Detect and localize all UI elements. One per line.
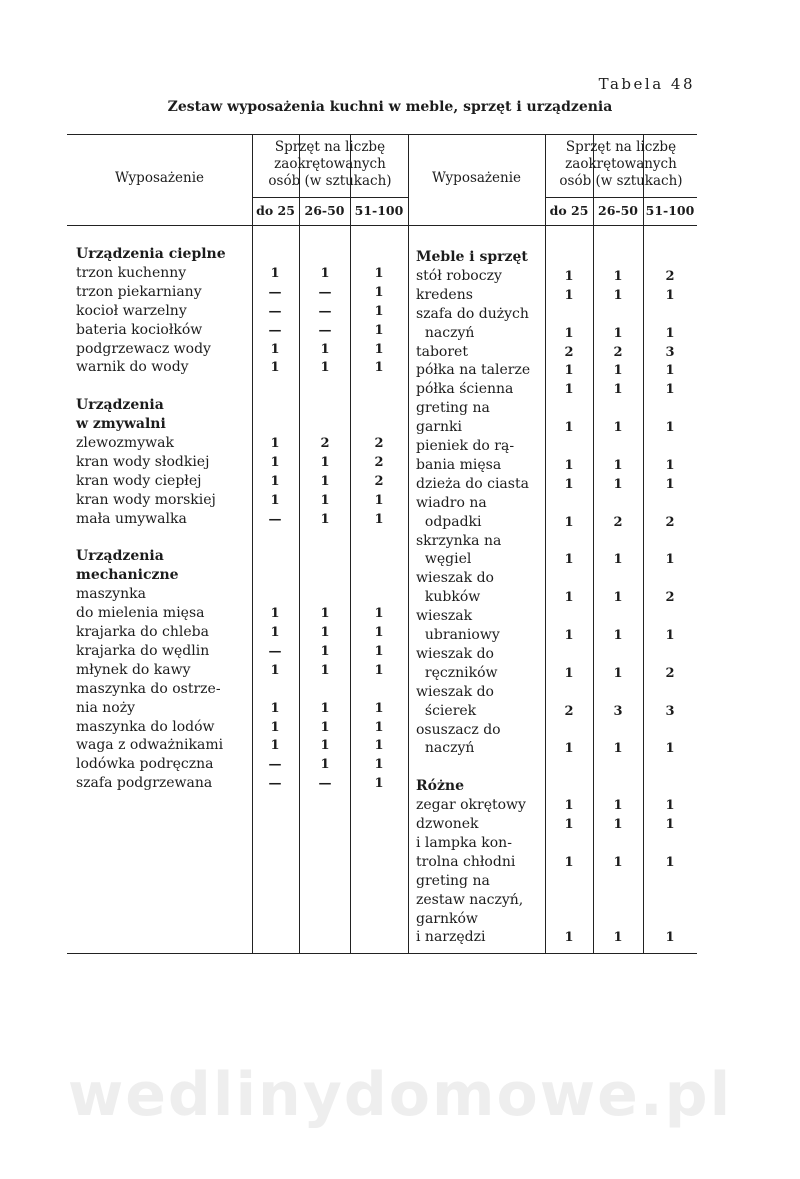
row-value: 2 (665, 268, 675, 284)
row-value: 1 (270, 719, 280, 735)
row-value: 1 (613, 382, 623, 398)
row-value: 1 (270, 700, 280, 716)
header-group-line: osób (w sztukach) (559, 173, 683, 189)
row-value: 1 (320, 738, 330, 754)
row-value: — (268, 776, 282, 792)
row-label: krajarka do chleba (76, 624, 209, 640)
row-value: 1 (564, 420, 574, 436)
header-equipment-left: Wyposażenie (114, 170, 205, 186)
header-group-line: zaokrętowanych (274, 156, 386, 172)
row-label: garnków (416, 910, 478, 927)
row-value: 1 (320, 265, 330, 281)
row-value: — (268, 322, 282, 338)
table-row (416, 683, 800, 702)
row-value: 1 (270, 265, 280, 281)
row-value: 1 (564, 798, 574, 814)
subheader: do 25 (549, 203, 589, 218)
row-value: 1 (564, 741, 574, 757)
row-label: taboret (416, 343, 468, 360)
row-value: 1 (564, 268, 574, 284)
row-label: i narzędzi (416, 929, 486, 946)
table-title: Zestaw wyposażenia kuchni w meble, sprzęt i urządzenia (167, 99, 613, 115)
row-label: mała umywalka (76, 510, 187, 527)
row-value: 1 (374, 265, 384, 281)
row-label: osuszacz do (416, 721, 501, 738)
row-label: waga z odważnikami (76, 737, 224, 754)
row-value: — (318, 322, 332, 338)
row-value: 1 (665, 552, 675, 568)
row-label: szafa do dużych (416, 305, 529, 322)
row-label: bania mięsa (416, 456, 502, 473)
row-value: 1 (613, 590, 623, 606)
subheader: 26-50 (304, 203, 345, 218)
row-value: 1 (564, 457, 574, 473)
table-row (416, 758, 800, 777)
row-label: kredens (416, 286, 473, 303)
row-label: półka na talerze (416, 362, 531, 379)
table-row (416, 456, 800, 475)
subheader: 51-100 (645, 203, 695, 218)
header-group-right (545, 139, 697, 190)
row-value: 1 (665, 628, 675, 643)
row-value: 2 (665, 590, 675, 606)
table-row (416, 910, 800, 929)
row-value: 1 (320, 492, 330, 508)
row-value: 1 (270, 662, 280, 678)
row-label: Urządzenia (76, 548, 164, 565)
row-value: 1 (320, 625, 330, 640)
row-label: zlewozmywak (76, 435, 174, 451)
row-value: 1 (564, 854, 574, 870)
table-row (416, 305, 800, 324)
row-value: 1 (665, 382, 675, 398)
row-label: półka ścienna (416, 381, 514, 398)
row-label: bateria kociołków (76, 321, 203, 338)
row-value: 1 (374, 606, 384, 622)
row-value: 2 (665, 665, 675, 681)
row-value: 1 (665, 817, 675, 832)
row-label: do mielenia mięsa (76, 605, 205, 622)
row-label: odpadki (416, 513, 482, 530)
row-label: kran wody słodkiej (76, 453, 210, 470)
row-value: 1 (374, 303, 384, 319)
table-row (416, 475, 800, 494)
row-value: 1 (665, 798, 675, 814)
row-label: wieszak (416, 608, 473, 625)
table-number: Tabela 48 (598, 75, 695, 93)
row-label: kran wody ciepłej (76, 472, 202, 489)
row-label: zegar okrętowy (416, 797, 526, 814)
row-value: 1 (613, 363, 623, 379)
table-row (416, 494, 800, 513)
row-value: — (268, 284, 282, 300)
row-label: krajarka do wędlin (76, 642, 210, 659)
row-label: podgrzewacz wody (76, 340, 211, 357)
row-value: 1 (665, 930, 675, 946)
table-row (416, 399, 800, 418)
row-value: 2 (665, 514, 675, 530)
row-value: 1 (320, 606, 330, 622)
row-value: 1 (320, 473, 330, 489)
row-value: 1 (613, 817, 623, 832)
table-row (416, 872, 800, 891)
row-value: 1 (320, 511, 330, 527)
row-value: 1 (374, 738, 384, 754)
row-label: ręczników (416, 664, 498, 681)
table-row (416, 928, 800, 947)
row-value: 2 (374, 473, 384, 489)
row-value: 1 (613, 476, 623, 492)
row-value: 1 (374, 700, 384, 716)
row-value: 1 (613, 457, 623, 473)
row-value: 1 (665, 420, 675, 436)
row-value: 1 (374, 341, 384, 357)
row-value: — (318, 284, 332, 300)
row-label: maszynka (76, 586, 146, 603)
row-value: 1 (613, 268, 623, 284)
row-label: naczyń (416, 740, 475, 757)
row-value: 2 (564, 344, 574, 360)
row-value: 1 (665, 325, 675, 341)
row-value: 1 (270, 473, 280, 489)
row-label: Urządzenia cieplne (76, 246, 226, 262)
header-group-line: osób (w sztukach) (268, 173, 392, 189)
row-label: dzieża do ciasta (416, 475, 529, 492)
row-value: 1 (665, 741, 675, 757)
row-value: 1 (564, 930, 574, 946)
watermark: wedlinydomowe.pl (67, 1060, 733, 1130)
row-value: 1 (374, 776, 384, 792)
row-value: 1 (374, 492, 384, 508)
row-value: 3 (613, 703, 623, 719)
row-value: 2 (374, 436, 384, 451)
row-label: wieszak do (416, 683, 494, 700)
header-equipment-right: Wyposażenie (431, 170, 522, 186)
row-value: 3 (665, 344, 675, 360)
row-value: 1 (665, 287, 675, 303)
table-row (416, 380, 800, 399)
row-value: 1 (374, 643, 384, 659)
row-label: trolna chłodni (416, 853, 516, 870)
row-value: 1 (613, 628, 623, 643)
row-label: i lampka kon- (416, 834, 512, 851)
row-label: Urządzenia (76, 397, 164, 414)
row-value: 1 (665, 854, 675, 870)
row-label: ścierek (416, 702, 477, 719)
row-label: maszynka do lodów (76, 718, 215, 735)
row-value: 1 (564, 665, 574, 681)
row-label: ubraniowy (416, 627, 500, 643)
rule-h (67, 225, 697, 226)
row-value: 1 (374, 757, 384, 773)
row-label: trzon kuchenny (76, 264, 187, 281)
table-row (416, 853, 800, 872)
row-label: mechaniczne (76, 567, 179, 584)
table-row (416, 588, 800, 607)
row-value: 1 (613, 325, 623, 341)
row-value: 1 (613, 798, 623, 814)
table-row (416, 777, 800, 796)
row-value: 2 (374, 454, 384, 470)
row-value: 1 (564, 817, 574, 832)
row-label: trzon piekarniany (76, 283, 202, 300)
row-value: 1 (374, 719, 384, 735)
row-value: 1 (270, 360, 280, 376)
row-value: 1 (320, 700, 330, 716)
table-row (416, 286, 800, 305)
row-label: nia noży (76, 699, 136, 716)
table-row (416, 815, 800, 834)
table-row (416, 532, 800, 551)
row-value: 1 (564, 382, 574, 398)
row-value: 1 (564, 552, 574, 568)
row-value: 2 (564, 703, 574, 719)
row-value: 1 (320, 341, 330, 357)
table-row (416, 739, 800, 758)
header-group-left (252, 139, 408, 190)
row-label: maszynka do ostrze- (76, 680, 221, 697)
table-row (416, 437, 800, 456)
row-value: 1 (613, 552, 623, 568)
row-value: 1 (613, 287, 623, 303)
subheader: do 25 (256, 203, 295, 218)
row-label: kocioł warzelny (76, 302, 187, 319)
table-row (416, 267, 800, 286)
row-value: 1 (374, 284, 384, 300)
subheader: 51-100 (354, 203, 404, 218)
row-label: w zmywalni (76, 416, 166, 433)
row-value: 1 (320, 643, 330, 659)
subheader: 26-50 (598, 203, 638, 218)
row-label: zestaw naczyń, (416, 891, 524, 908)
row-value: 1 (613, 665, 623, 681)
row-value: 1 (270, 341, 280, 357)
row-label: węgiel (416, 551, 472, 568)
row-value: 1 (665, 476, 675, 492)
row-value: 1 (270, 454, 280, 470)
rule-h (252, 197, 408, 198)
table-row (416, 891, 800, 910)
row-value: — (318, 303, 332, 319)
row-value: 1 (320, 360, 330, 376)
row-value: 1 (270, 492, 280, 508)
row-value: 1 (270, 436, 280, 451)
table-row (416, 324, 800, 343)
row-value: 2 (613, 344, 623, 360)
row-value: 1 (613, 930, 623, 946)
table-row (416, 645, 800, 664)
table-row (416, 513, 800, 532)
row-value: 1 (665, 457, 675, 473)
row-value: 1 (613, 854, 623, 870)
row-label: garnki (416, 419, 462, 436)
row-value: 1 (613, 741, 623, 757)
row-value: 2 (320, 436, 330, 451)
header-group-line: zaokrętowanych (565, 156, 677, 172)
row-label: lodówka podręczna (76, 756, 214, 773)
row-value: — (268, 511, 282, 527)
row-value: 1 (320, 454, 330, 470)
row-label: kubków (416, 589, 481, 606)
header-group-line: Sprzęt na liczbę (565, 139, 677, 155)
table-row (416, 702, 800, 721)
row-value: 1 (564, 325, 574, 341)
table-row (416, 721, 800, 740)
table-row (416, 626, 800, 645)
table-row (416, 664, 800, 683)
row-label: pieniek do rą- (416, 438, 515, 454)
table-row (416, 796, 800, 815)
row-value: — (268, 303, 282, 319)
row-value: 1 (374, 360, 384, 376)
row-value: 3 (665, 703, 675, 719)
row-label: warnik do wody (76, 359, 189, 376)
row-label: greting na (416, 400, 490, 417)
row-label: naczyń (416, 324, 475, 341)
equipment-table (67, 134, 697, 954)
row-value: 1 (374, 322, 384, 338)
row-value: 2 (613, 514, 623, 530)
row-value: — (318, 776, 332, 792)
row-value: 1 (564, 514, 574, 530)
row-value: 1 (270, 606, 280, 622)
row-label: wieszak do (416, 570, 494, 587)
row-value: 1 (270, 625, 280, 640)
row-value: — (268, 757, 282, 773)
row-value: 1 (564, 590, 574, 606)
row-label: Meble i sprzęt (416, 249, 528, 265)
header-group-line: Sprzęt na liczbę (274, 139, 386, 155)
row-value: 1 (320, 757, 330, 773)
row-label: skrzynka na (416, 532, 502, 549)
table-row (416, 418, 800, 437)
row-value: 1 (564, 628, 574, 643)
row-label: wieszak do (416, 645, 494, 662)
row-label: Różne (416, 778, 465, 795)
row-label: dzwonek (416, 816, 479, 832)
row-value: 1 (374, 625, 384, 640)
row-value: — (268, 643, 282, 659)
table-row (416, 569, 800, 588)
row-value: 1 (564, 476, 574, 492)
row-value: 1 (320, 662, 330, 678)
row-label: młynek do kawy (76, 661, 191, 678)
row-label: greting na (416, 872, 490, 889)
table-row (416, 248, 800, 267)
row-value: 1 (270, 738, 280, 754)
row-value: 1 (320, 719, 330, 735)
row-value: 1 (613, 420, 623, 436)
row-value: 1 (374, 662, 384, 678)
table-row (416, 361, 800, 380)
table-row (416, 343, 800, 362)
row-label: kran wody morskiej (76, 491, 216, 508)
row-label: stół roboczy (416, 267, 502, 284)
row-value: 1 (665, 363, 675, 379)
row-value: 1 (564, 363, 574, 379)
table-row (416, 834, 800, 853)
table-row (416, 607, 800, 626)
rule-h (545, 197, 697, 198)
row-value: 1 (374, 511, 384, 527)
row-value: 1 (564, 287, 574, 303)
row-label: wiadro na (416, 494, 487, 511)
table-row (416, 550, 800, 569)
row-label: szafa podgrzewana (76, 775, 213, 792)
